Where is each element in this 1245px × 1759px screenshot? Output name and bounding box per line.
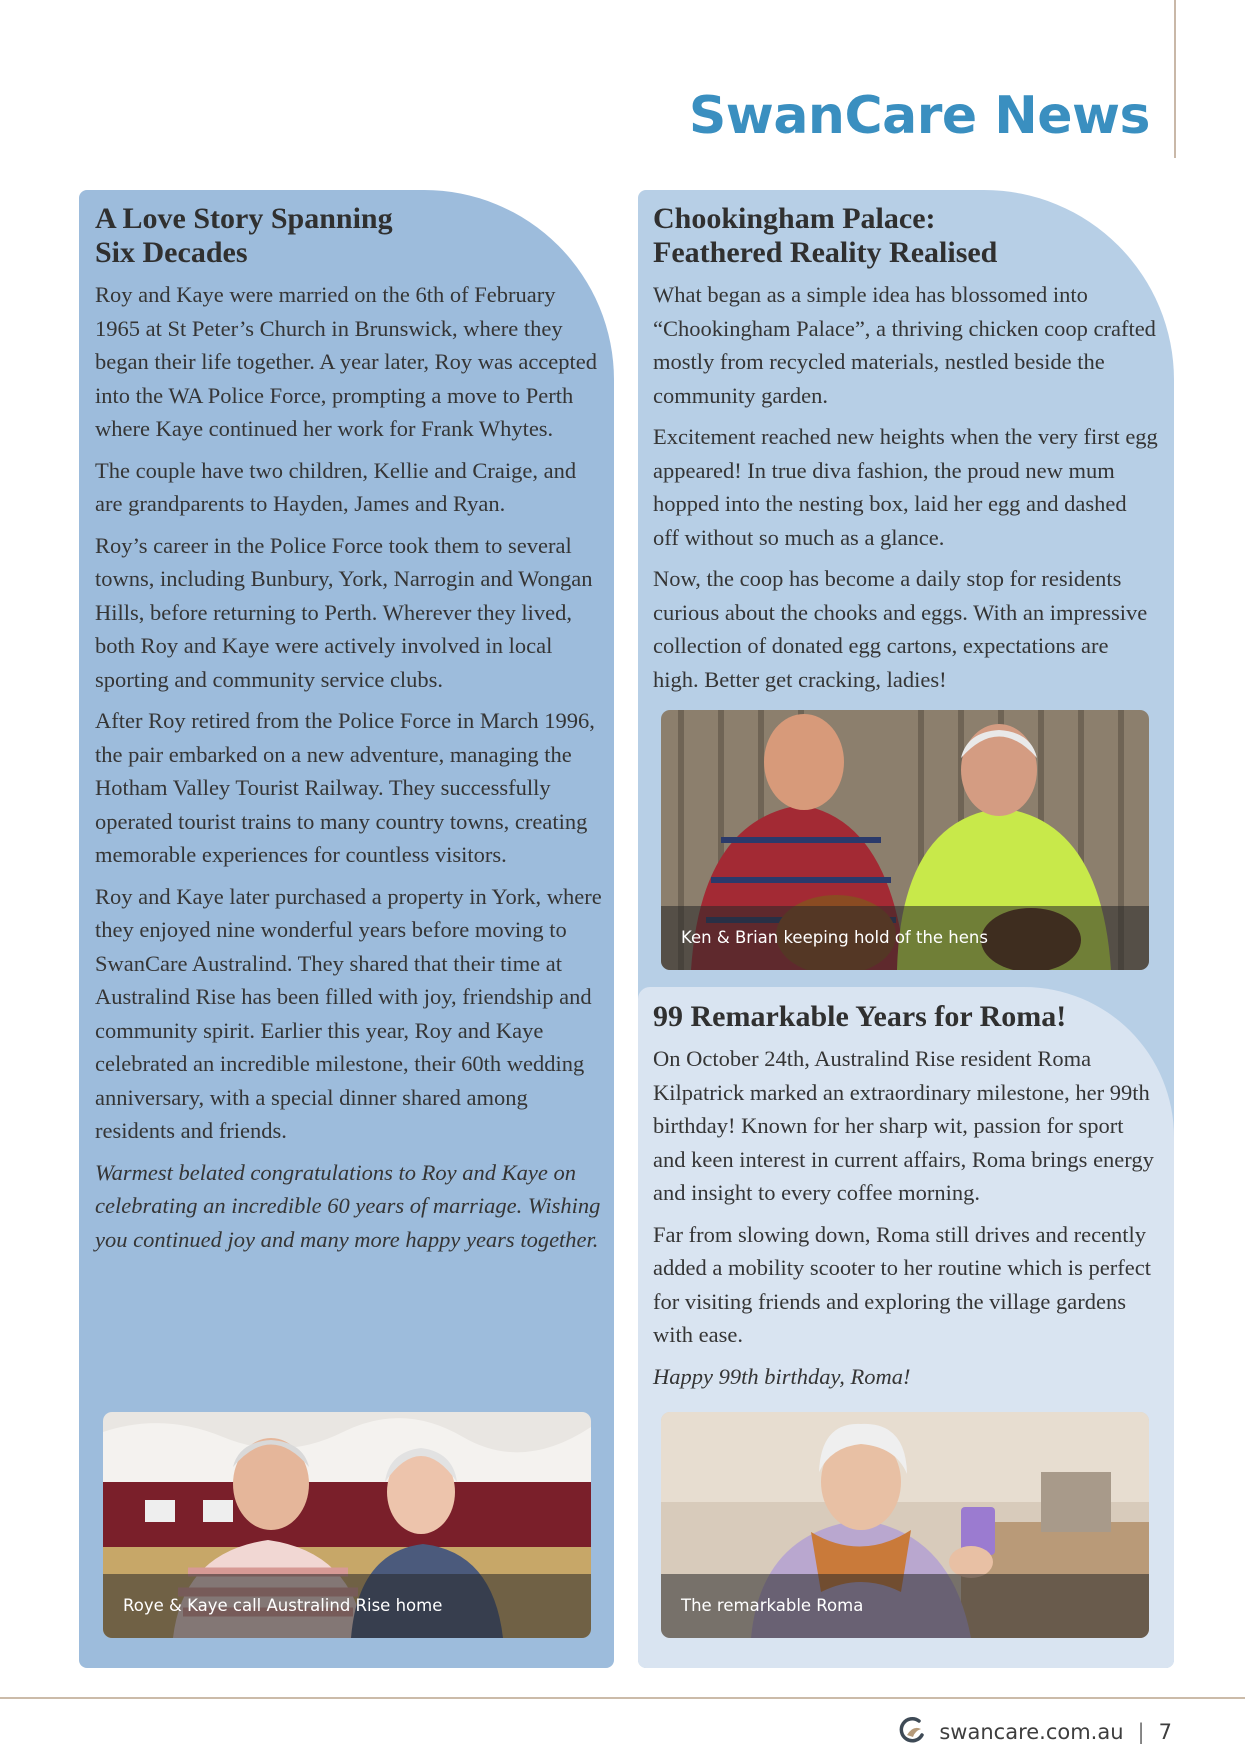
closing-message: Warmest belated congratulations to Roy and Kaye on celebrating an incredible 60 years of marriage. Wishing you continued joy and many more happy years together.: [95, 1159, 601, 1252]
closing-message: Happy 99th birthday, Roma!: [653, 1363, 911, 1389]
footer-divider: [0, 1697, 1245, 1699]
paragraph: Roy and Kaye later purchased a property in York, where they enjoyed nine wonderful years before moving to SwanCare Australind. They shared that their time at Australind Rise has been filled with joy, friendship and community spirit. Earlier this year, Roy and Kaye celebrated an incredible milestone, their 60th wedding anniversary, with a special dinner shared among residents and friends.: [95, 883, 602, 1143]
paragraph: The couple have two children, Kellie and Craige, and are grandparents to Hayden, James and Ryan.: [95, 457, 577, 516]
footer: [897, 1712, 1172, 1752]
ken-brian-photo: [661, 710, 1149, 970]
paragraph: Roy and Kaye were married on the 6th of February 1965 at St Peter’s Church in Brunswick, where they began their life together. A year later, Roy was accepted into the WA Police Force, prompting a move to Perth where Kaye continued her work for Frank Whytes.: [95, 282, 598, 441]
love-story-article: [95, 202, 605, 1264]
website-link[interactable]: swancare.com.au: [939, 1720, 1124, 1744]
page-number: 7: [1158, 1720, 1172, 1744]
roma-photo: [661, 1412, 1149, 1638]
photo-caption: Roye & Kaye call Australind Rise home: [103, 1574, 591, 1638]
footer-separator: |: [1137, 1720, 1145, 1744]
roy-kaye-photo: [103, 1412, 591, 1638]
paragraph: What began as a simple idea has blossomed into “Chookingham Palace”, a thriving chicken coop crafted mostly from recycled materials, nestled beside the community garden.: [653, 282, 1156, 408]
paragraph: Excitement reached new heights when the very first egg appeared! In true diva fashion, the proud new mum hopped into the nesting box, laid her egg and dashed off without so much as a glance.: [653, 424, 1158, 550]
paragraph: Far from slowing down, Roma still drives and recently added a mobility scooter to her routine which is perfect for visiting friends and exploring the village gardens with ease.: [653, 1221, 1151, 1347]
chookingham-article: [653, 202, 1158, 704]
love-story-title: A Love Story Spanning Six Decades: [95, 202, 393, 269]
chookingham-title: Chookingham Palace: Feathered Reality Realised: [653, 202, 998, 269]
header-divider: [1174, 0, 1176, 158]
roma-title: 99 Remarkable Years for Roma!: [653, 1000, 1067, 1033]
paragraph: After Roy retired from the Police Force in March 1996, the pair embarked on a new adventure, managing the Hotham Valley Tourist Railway. They successfully operated tourist trains to many country towns, creating memorable experiences for countless visitors.: [95, 708, 595, 867]
page-title: SwanCare News: [688, 86, 1150, 146]
paragraph: Now, the coop has become a daily stop for residents curious about the chooks and eggs. With an impressive collection of donated egg cartons, expectations are high. Better get cracking, ladies!: [653, 566, 1148, 692]
paragraph: On October 24th, Australind Rise resident Roma Kilpatrick marked an extraordinary milestone, her 99th birthday! Known for her sharp wit, passion for sport and keen interest in current affairs, Roma brings energy and insight to every coffee morning.: [653, 1046, 1154, 1205]
photo-caption: Ken & Brian keeping hold of the hens: [661, 906, 1149, 970]
roma-article: [653, 1000, 1158, 1401]
swancare-logo-icon: [897, 1715, 927, 1750]
photo-caption: The remarkable Roma: [661, 1574, 1149, 1638]
paragraph: Roy’s career in the Police Force took them to several towns, including Bunbury, York, Narrogin and Wongan Hills, before returning to Perth. Wherever they lived, both Roy and Kaye were actively involved in local sporting and community service clubs.: [95, 532, 593, 692]
